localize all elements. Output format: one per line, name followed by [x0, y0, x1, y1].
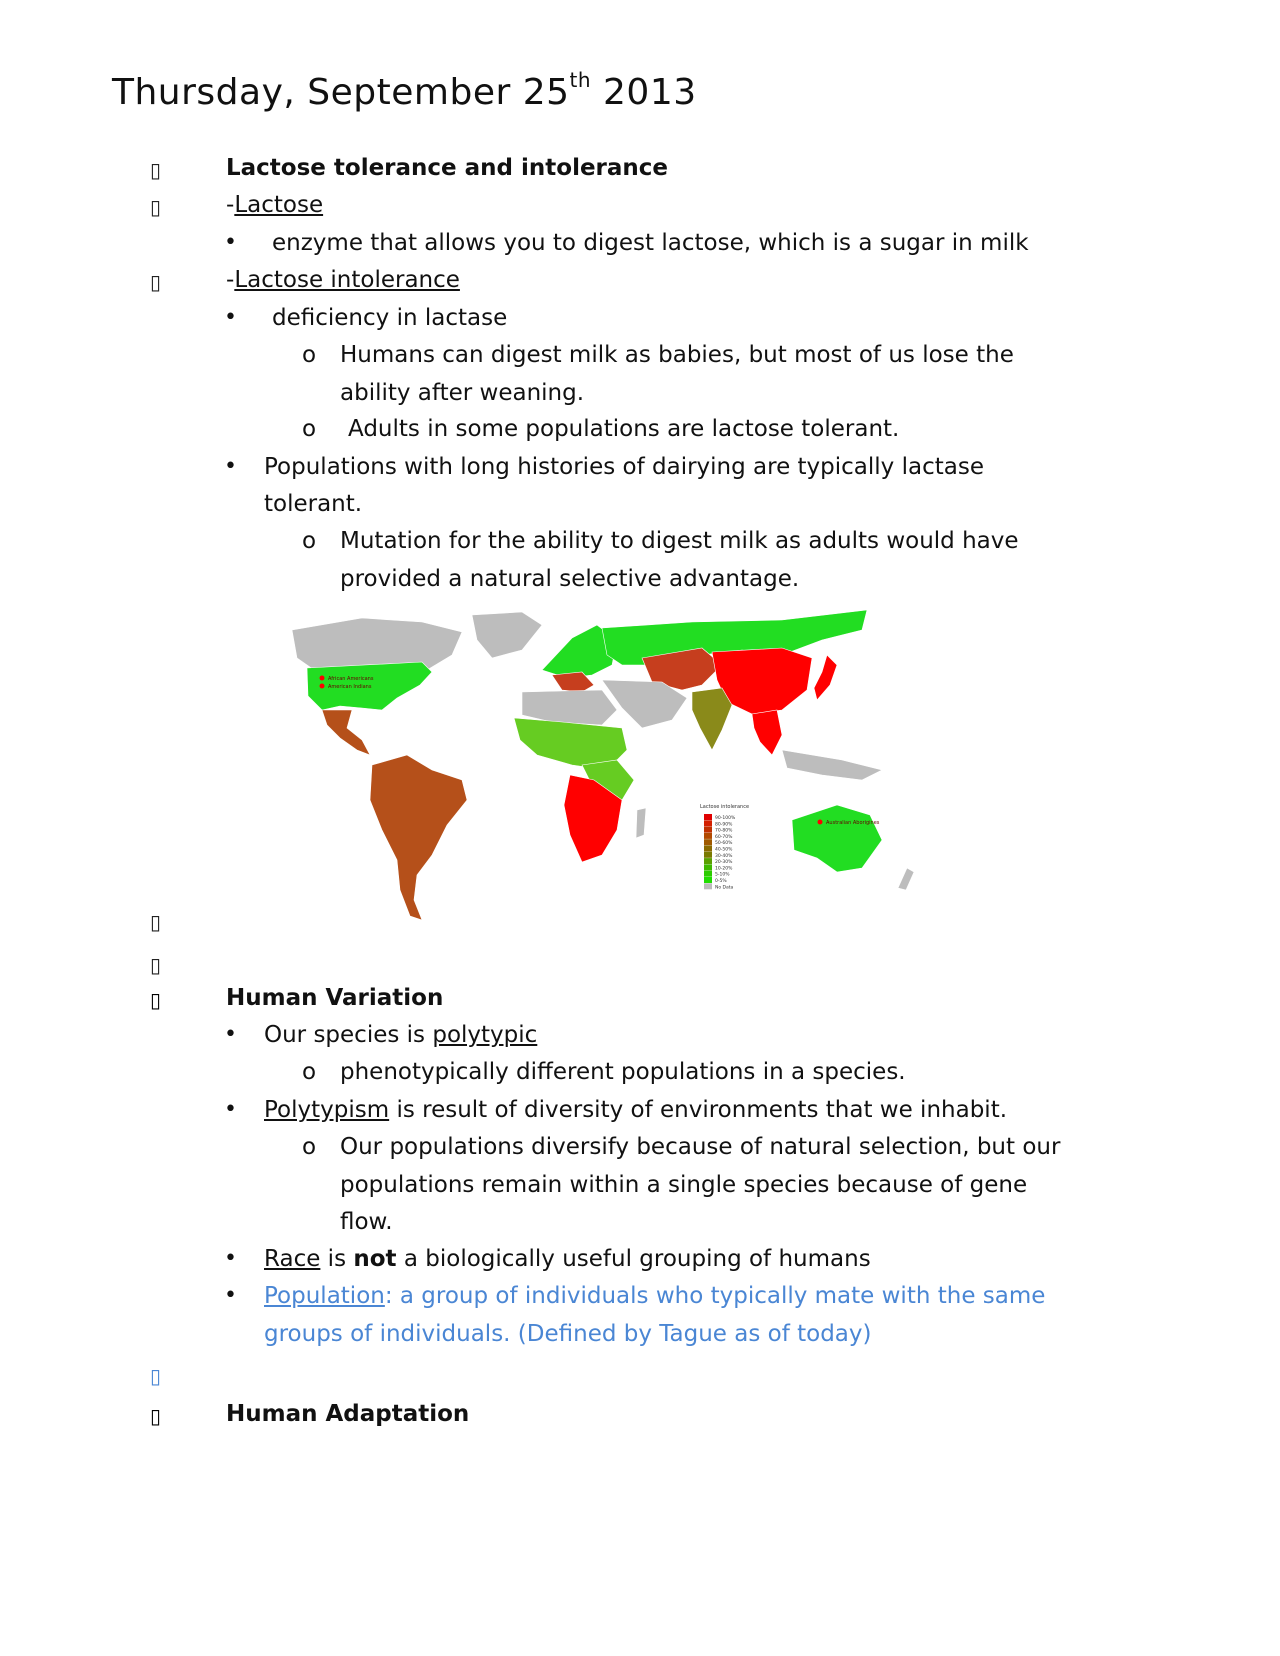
race-term: Race: [264, 1246, 321, 1272]
india-region: [692, 688, 732, 750]
legend-label: 0-5%: [715, 879, 727, 884]
population-line-1: [264, 1282, 1045, 1310]
legend-swatch: [704, 827, 712, 833]
polytypism-line: [264, 1096, 1007, 1124]
legend-swatch: [704, 814, 712, 820]
sub-bullet: o: [302, 528, 317, 554]
australia-region: [792, 805, 882, 872]
mexico-region: [322, 710, 370, 755]
japan-region: [814, 655, 837, 700]
babies-text-1: Humans can digest milk as babies, but most of us lose the: [340, 342, 1014, 368]
legend-label: 5-10%: [715, 872, 730, 878]
bullet: •: [224, 230, 237, 255]
map-legend: [700, 804, 749, 890]
southeast-asia-region: [752, 710, 782, 755]
legend-swatch: [704, 858, 712, 864]
legend-swatch: [704, 877, 712, 883]
au-label: Australian Aborigines: [826, 820, 880, 826]
indonesia-region: [782, 750, 882, 780]
legend-label: 70-80%: [715, 828, 733, 834]
mutation-text-2: provided a natural selective advantage.: [340, 566, 800, 592]
us-marker-1: [320, 676, 325, 681]
populations-text-1: Populations with long histories of dairying are typically lactase: [264, 454, 984, 480]
box-bullet: ▯: [150, 953, 162, 977]
intolerance-definition: deficiency in lactase: [272, 305, 508, 331]
mutation-text-1: Mutation for the ability to digest milk as adults would have: [340, 528, 1019, 554]
legend-swatch: [704, 846, 712, 852]
legend-swatch: [704, 871, 712, 877]
sub-bullet: o: [302, 1059, 317, 1085]
bullet: •: [224, 1246, 237, 1271]
polytypic-term: polytypic: [432, 1022, 538, 1048]
dash: -: [226, 192, 235, 218]
us-marker-2: [320, 684, 325, 689]
au-marker: [818, 820, 823, 825]
section-heading-variation: Human Variation: [226, 985, 444, 1011]
legend-label: 30-40%: [715, 853, 733, 859]
lactose-term-line: [226, 191, 323, 219]
legend-label: 10-20%: [715, 866, 733, 872]
population-term: Population: [264, 1283, 385, 1309]
dash: -: [226, 267, 235, 293]
babies-text-2: ability after weaning.: [340, 380, 585, 406]
intolerance-term: Lactose intolerance: [234, 267, 460, 293]
intolerance-term-line: [226, 266, 460, 294]
title-date: Thursday, September 25: [112, 72, 570, 113]
bullet: •: [224, 1022, 237, 1047]
bullet: •: [224, 305, 237, 330]
legend-label: 60-70%: [715, 834, 733, 840]
box-bullet: ▯: [150, 158, 162, 182]
sub-bullet: o: [302, 416, 317, 442]
race-mid: is: [320, 1246, 354, 1272]
diversify-text-2: populations remain within a single species because of gene: [340, 1172, 1028, 1198]
legend-label: No Data: [715, 885, 734, 891]
us-label-2: American Indians: [328, 684, 372, 690]
south-america-region: [370, 755, 467, 920]
madagascar-region: [636, 808, 646, 838]
title-year: 2013: [591, 72, 697, 113]
box-bullet: ▯: [150, 910, 162, 934]
lactose-definition: enzyme that allows you to digest lactose, which is a sugar in milk: [272, 230, 1029, 256]
legend-label: 40-50%: [715, 847, 733, 853]
new-zealand-region: [898, 868, 914, 890]
legend-title: Lactose intolerance: [700, 804, 750, 810]
legend-swatch: [704, 852, 712, 858]
title-ordinal: th: [569, 68, 592, 92]
populations-text-2: tolerant.: [264, 491, 363, 517]
population-def-1: : a group of individuals who typically mate with the same: [384, 1283, 1046, 1309]
page-title: [112, 68, 697, 113]
box-bullet: ▯: [150, 1364, 162, 1388]
bullet: •: [224, 1283, 237, 1308]
legend-label: 80-90%: [715, 822, 733, 828]
sub-bullet: o: [302, 342, 317, 368]
polytypic-prefix: Our species is: [264, 1022, 433, 1048]
diversify-text-1: Our populations diversify because of natural selection, but our: [340, 1134, 1061, 1160]
legend-label: 20-30%: [715, 860, 733, 866]
race-rest: a biologically useful grouping of humans: [396, 1246, 871, 1272]
adults-text: Adults in some populations are lactose tolerant.: [348, 416, 900, 442]
legend-swatch: [704, 833, 712, 839]
bullet: •: [224, 1097, 237, 1122]
section-heading-adaptation: Human Adaptation: [226, 1401, 470, 1427]
population-line-2: groups of individuals. (Defined by Tague as of today): [264, 1321, 872, 1347]
diversify-text-3: flow.: [340, 1209, 393, 1235]
sub-bullet: o: [302, 1134, 317, 1160]
greenland-region: [472, 612, 542, 658]
legend-swatch: [704, 839, 712, 845]
box-bullet: ▯: [150, 195, 162, 219]
section-heading-lactose: Lactose tolerance and intolerance: [226, 155, 669, 181]
legend-label: 50-60%: [715, 841, 733, 847]
polytypism-rest: is result of diversity of environments that we inhabit.: [389, 1097, 1008, 1123]
legend-swatch: [704, 883, 712, 889]
race-line: [264, 1245, 871, 1273]
lactose-term: Lactose: [234, 192, 324, 218]
polytypic-line: [264, 1021, 537, 1049]
box-bullet: ▯: [150, 1404, 162, 1428]
legend-label: 90-100%: [715, 816, 736, 821]
us-label-1: African Americans: [328, 676, 374, 682]
polytypic-definition: phenotypically different populations in a species.: [340, 1059, 906, 1085]
legend-swatch: [704, 864, 712, 870]
box-bullet: ▯: [150, 988, 162, 1012]
box-bullet: ▯: [150, 270, 162, 294]
polytypism-term: Polytypism: [264, 1097, 390, 1123]
bullet: •: [224, 454, 237, 479]
lactose-intolerance-world-map: [222, 610, 1022, 950]
race-not: not: [353, 1246, 397, 1272]
legend-swatch: [704, 820, 712, 826]
